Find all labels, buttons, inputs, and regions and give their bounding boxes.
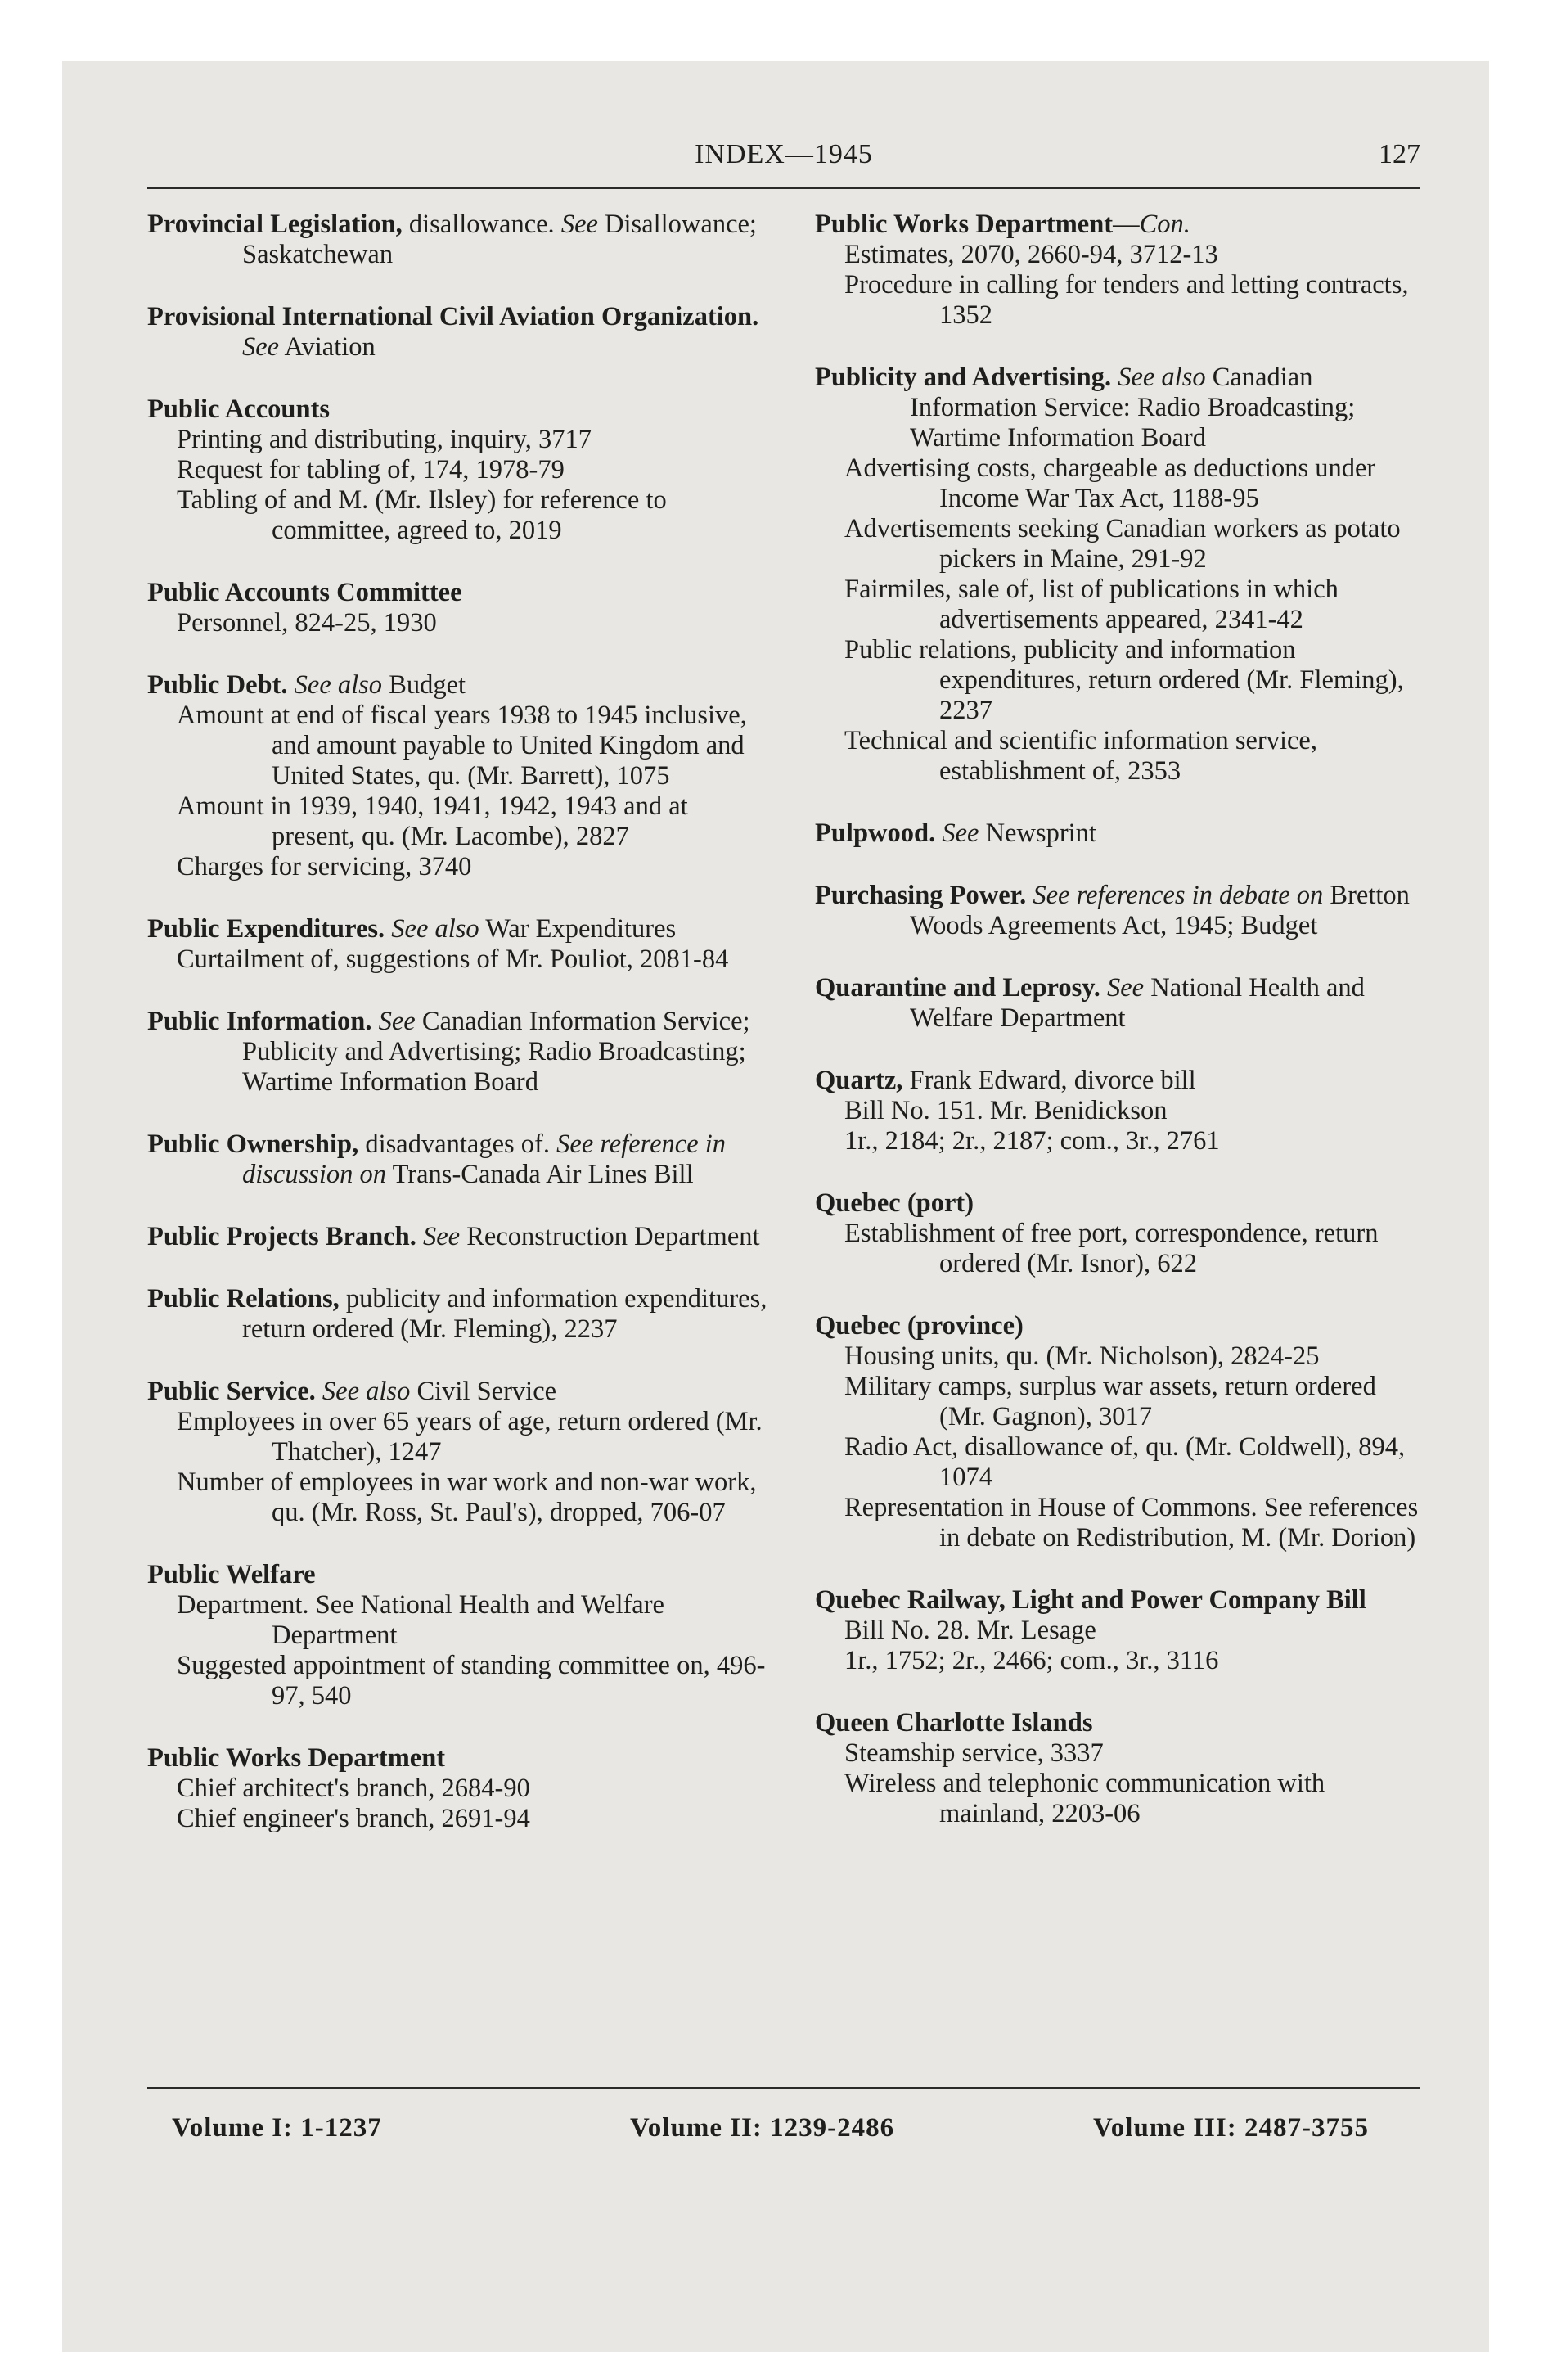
index-entry-heading — [147, 670, 769, 701]
entry-headword: Quartz, — [815, 1066, 903, 1095]
entry-text: publicity and information expenditures, return ordered (Mr. Fleming), 2237 — [242, 1284, 767, 1344]
entry-headword: Quebec Railway, Light and Power Company Bill — [815, 1585, 1366, 1615]
entry-headword: Public Accounts — [147, 394, 331, 424]
entry-headword: Public Ownership, — [147, 1129, 359, 1159]
index-entry-heading — [147, 394, 769, 425]
entry-text — [416, 1222, 423, 1251]
entry-text: Budget — [382, 670, 466, 700]
index-entry-heading — [815, 1585, 1427, 1616]
index-entry-heading — [815, 818, 1427, 849]
index-entry — [815, 1311, 1427, 1553]
entry-see-reference: See reference in discussion on — [242, 1129, 727, 1189]
index-subentry: 1r., 2184; 2r., 2187; com., 3r., 2761 — [844, 1126, 1220, 1156]
index-subentry: Chief architect's branch, 2684-90 — [177, 1774, 530, 1803]
entry-see-reference: See references in debate on — [1033, 881, 1324, 910]
index-subentry: Public relations, publicity and information expenditures, return ordered (Mr. Fleming), 2237 — [844, 635, 1404, 725]
index-entry-heading — [147, 1129, 769, 1190]
index-subentry: Amount in 1939, 1940, 1941, 1942, 1943 and at present, qu. (Mr. Lacombe), 2827 — [177, 791, 688, 851]
entry-headword: Quebec (port) — [815, 1188, 974, 1218]
entry-text: disallowance. — [402, 210, 561, 239]
index-entry-heading — [147, 302, 769, 363]
entry-headword: Public Accounts Committee — [147, 578, 462, 607]
index-subentry: Printing and distributing, inquiry, 3717 — [177, 425, 592, 454]
entry-text: National Health and Welfare Department — [910, 973, 1365, 1033]
index-entry — [147, 1007, 769, 1098]
entry-headword: Public Works Department — [147, 1743, 446, 1773]
index-entry-heading — [147, 1377, 769, 1407]
index-subentry: Charges for servicing, 3740 — [177, 852, 472, 881]
index-subentry: Curtailment of, suggestions of Mr. Pouliot, 2081-84 — [177, 944, 729, 974]
footer-volume-2: Volume II: 1239-2486 — [630, 2113, 895, 2143]
entry-text: Newsprint — [979, 818, 1096, 848]
entry-text: Civil Service — [410, 1377, 557, 1406]
entry-text — [1100, 973, 1107, 1003]
index-subentry: Tabling of and M. (Mr. Ilsley) for reference to committee, agreed to, 2019 — [177, 485, 667, 545]
page-header — [147, 139, 1420, 175]
entry-headword: Quarantine and Leprosy. — [815, 973, 1100, 1003]
entry-text — [316, 1377, 322, 1406]
entry-text: Canadian Information Service; Publicity and Advertising; Radio Broadcasting; Wartime Information Board — [242, 1007, 750, 1097]
entry-headword: Provisional International Civil Aviation Organization. — [147, 302, 759, 331]
index-subentry: Chief engineer's branch, 2691-94 — [177, 1804, 530, 1833]
index-entry — [147, 1222, 769, 1252]
index-entry — [815, 818, 1427, 849]
index-entry — [147, 210, 769, 270]
footer-rule — [147, 2087, 1420, 2089]
index-subentry: Number of employees in war work and non-war work, qu. (Mr. Ross, St. Paul's), dropped, 706-07 — [177, 1467, 757, 1527]
entry-see-reference: See also — [1118, 363, 1206, 392]
index-entry — [147, 1284, 769, 1345]
entry-see-reference: See — [942, 818, 979, 848]
entry-text — [288, 670, 295, 700]
index-entry-heading — [147, 210, 769, 270]
entry-see-reference: See — [378, 1007, 416, 1036]
index-entry-heading — [815, 1188, 1427, 1219]
index-subentry: Technical and scientific information service, establishment of, 2353 — [844, 726, 1317, 786]
index-entry — [815, 210, 1427, 331]
index-subentry: Advertising costs, chargeable as deductions under Income War Tax Act, 1188-95 — [844, 453, 1376, 513]
entry-text — [1111, 363, 1118, 392]
index-entry-heading — [815, 973, 1427, 1034]
index-subentry: Radio Act, disallowance of, qu. (Mr. Coldwell), 894, 1074 — [844, 1432, 1406, 1492]
entry-headword: Quebec (province) — [815, 1311, 1024, 1341]
index-entry — [147, 914, 769, 975]
index-subentry: Suggested appointment of standing committee on, 496-97, 540 — [177, 1651, 766, 1711]
entry-text: — — [1113, 210, 1140, 239]
entry-text: Disallowance; Saskatchewan — [242, 210, 757, 269]
index-entry — [147, 1129, 769, 1190]
entry-see-reference: See also — [391, 914, 479, 944]
index-entry-heading — [815, 210, 1427, 240]
index-subentry: Housing units, qu. (Mr. Nicholson), 2824-25 — [844, 1341, 1320, 1371]
index-entry — [147, 578, 769, 638]
index-subentry: Estimates, 2070, 2660-94, 3712-13 — [844, 240, 1218, 269]
index-subentry: Representation in House of Commons. See references in debate on Redistribution, M. (Mr. Dorion) — [844, 1493, 1419, 1553]
index-entry — [147, 1377, 769, 1528]
entry-text: Frank Edward, divorce bill — [902, 1066, 1196, 1095]
entry-text: Reconstruction Department — [460, 1222, 760, 1251]
index-entry — [147, 1743, 769, 1834]
entry-see-reference: See also — [294, 670, 383, 700]
entry-text: War Expenditures — [479, 914, 677, 944]
entry-see-reference: See — [423, 1222, 461, 1251]
entry-see-reference: See — [560, 210, 598, 239]
index-subentry: Establishment of free port, correspondence, return ordered (Mr. Isnor), 622 — [844, 1219, 1379, 1278]
index-entry — [815, 363, 1427, 787]
index-subentry: Fairmiles, sale of, list of publications in which advertisements appeared, 2341-42 — [844, 575, 1339, 634]
index-entry-heading — [147, 1007, 769, 1098]
entry-see-reference: See also — [322, 1377, 411, 1406]
index-subentry: Military camps, surplus war assets, return ordered (Mr. Gagnon), 3017 — [844, 1372, 1376, 1431]
index-entry — [815, 1066, 1427, 1156]
index-entry — [815, 881, 1427, 941]
index-entry-heading — [147, 578, 769, 608]
header-rule — [147, 187, 1420, 189]
index-entry — [147, 394, 769, 546]
index-subentry: Amount at end of fiscal years 1938 to 1945 inclusive, and amount payable to United Kingdom and United States, qu. (Mr. Barrett), 1075 — [177, 701, 747, 791]
index-entry — [815, 973, 1427, 1034]
index-entry-heading — [147, 1222, 769, 1252]
entry-headword: Public Debt. — [147, 670, 288, 700]
entry-headword: Publicity and Advertising. — [815, 363, 1112, 392]
entry-headword: Public Projects Branch. — [147, 1222, 416, 1251]
index-entry-heading — [147, 1284, 769, 1345]
index-subentry: Request for tabling of, 174, 1978-79 — [177, 455, 565, 485]
entry-see-reference: See — [1106, 973, 1145, 1003]
entry-text: Canadian Information Service: Radio Broadcasting; Wartime Information Board — [910, 363, 1356, 453]
index-entry-heading — [815, 1066, 1427, 1096]
index-entry-heading — [815, 1708, 1427, 1738]
index-subentry: Steamship service, 3337 — [844, 1738, 1104, 1768]
entry-headword: Pulpwood. — [815, 818, 936, 848]
entry-headword: Queen Charlotte Islands — [815, 1708, 1093, 1738]
entry-text: Bretton Woods Agreements Act, 1945; Budget — [910, 881, 1410, 940]
index-entry-heading — [147, 914, 769, 944]
index-column-left — [147, 210, 769, 1866]
page-number: 127 — [1379, 139, 1420, 169]
running-title: INDEX—1945 — [695, 139, 873, 169]
entry-headword: Purchasing Power. — [815, 881, 1027, 910]
entry-headword: Public Welfare — [147, 1560, 316, 1589]
entry-headword: Public Relations, — [147, 1284, 340, 1314]
entry-text: Trans-Canada Air Lines Bill — [386, 1160, 694, 1189]
index-entry — [147, 670, 769, 882]
index-subentry: Bill No. 151. Mr. Benidickson — [844, 1096, 1168, 1125]
index-subentry: Employees in over 65 years of age, return ordered (Mr. Thatcher), 1247 — [177, 1407, 763, 1467]
index-subentry: Bill No. 28. Mr. Lesage — [844, 1616, 1096, 1645]
index-subentry: Department. See National Health and Welfare Department — [177, 1590, 664, 1650]
index-entry — [147, 1560, 769, 1711]
index-entry — [815, 1708, 1427, 1829]
index-entry — [815, 1188, 1427, 1279]
index-subentry: Procedure in calling for tenders and letting contracts, 1352 — [844, 270, 1409, 330]
index-entry-heading — [815, 881, 1427, 941]
entry-see-reference: See — [242, 332, 280, 362]
index-subentry: 1r., 1752; 2r., 2466; com., 3r., 3116 — [844, 1646, 1219, 1675]
index-entry — [815, 1585, 1427, 1676]
entry-headword: Public Service. — [147, 1377, 316, 1406]
index-column-right — [815, 210, 1427, 1861]
entry-text: disadvantages of. — [358, 1129, 557, 1159]
entry-text — [371, 1007, 378, 1036]
entry-see-reference: Con. — [1139, 210, 1190, 239]
index-entry-heading — [147, 1560, 769, 1590]
entry-headword: Public Expenditures. — [147, 914, 385, 944]
entry-headword: Public Works Department — [815, 210, 1114, 239]
entry-headword: Public Information. — [147, 1007, 372, 1036]
footer-volume-3: Volume III: 2487-3755 — [1093, 2113, 1369, 2143]
index-subentry: Advertisements seeking Canadian workers as potato pickers in Maine, 291-92 — [844, 514, 1401, 574]
footer-volume-1: Volume I: 1-1237 — [172, 2113, 382, 2143]
index-subentry: Personnel, 824-25, 1930 — [177, 608, 437, 638]
entry-headword: Provincial Legislation, — [147, 210, 403, 239]
index-entry — [147, 302, 769, 363]
index-entry-heading — [147, 1743, 769, 1774]
index-subentry: Wireless and telephonic communication with mainland, 2203-06 — [844, 1769, 1325, 1828]
entry-text: Aviation — [279, 332, 376, 362]
index-entry-heading — [815, 363, 1427, 453]
index-entry-heading — [815, 1311, 1427, 1341]
